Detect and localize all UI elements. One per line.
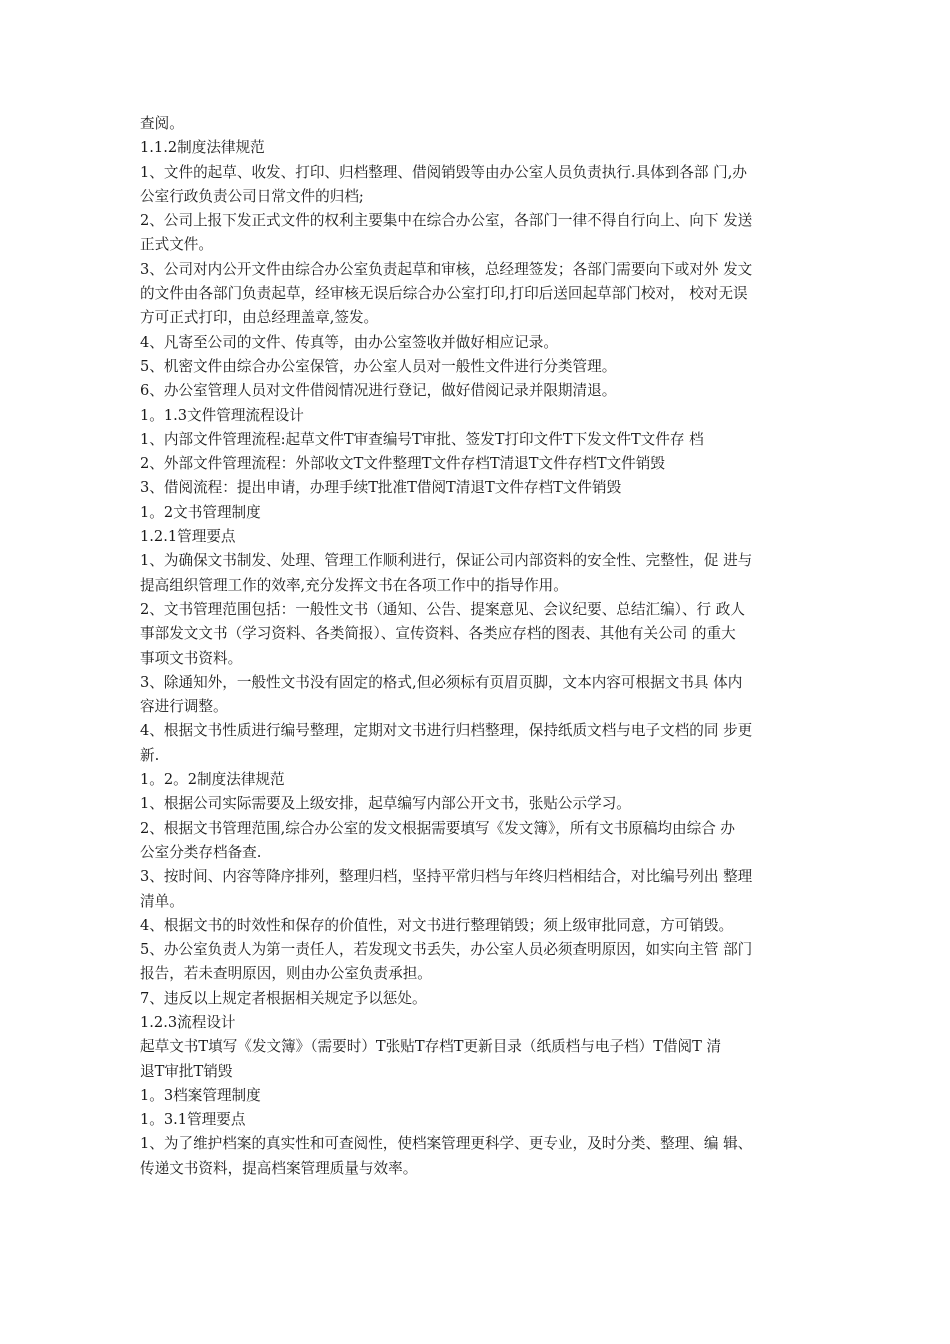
text-line: 提高组织管理工作的效率,充分发挥文书在各项工作中的指导作用。 — [140, 576, 568, 594]
section-heading: 1.1.2制度法律规范 — [140, 139, 265, 157]
text-line: 方可正式打印，由总经理盖章,签发。 — [140, 309, 379, 327]
text-line: 7、违反以上规定者根据相关规定予以惩处。 — [140, 989, 427, 1007]
section-heading: 1.2.1管理要点 — [140, 528, 236, 546]
text-line: 起草文书T填写《发文簿》（需要时）T张贴T存档T更新目录（纸质档与电子档）T借阅T 清 — [140, 1038, 722, 1056]
text-line: 6、办公室管理人员对文件借阅情况进行登记，做好借阅记录并限期清退。 — [140, 382, 617, 400]
text-line: 5、机密文件由综合办公室保管，办公室人员对一般性文件进行分类管理。 — [140, 357, 617, 375]
text-line: 传递文书资料，提高档案管理质量与效率。 — [140, 1159, 418, 1177]
text-line: 1、为确保文书制发、处理、管理工作顺利进行，保证公司内部资料的安全性、完整性，促 进与 — [140, 552, 753, 570]
text-line: 正式文件。 — [140, 236, 213, 254]
text-line: 2、公司上报下发正式文件的权利主要集中在综合办公室，各部门一律不得自行向上、向下 发送 — [140, 212, 753, 230]
text-line: 1、内部文件管理流程:起草文件T审查编号T审批、签发T打印文件T下发文件T文件存 档 — [140, 430, 704, 448]
text-line: 3、公司对内公开文件由综合办公室负责起草和审核，总经理签发；各部门需要向下或对外 发文 — [140, 260, 753, 278]
section-heading: 1。1.3文件管理流程设计 — [140, 406, 304, 424]
text-line: 4、根据文书性质进行编号整理，定期对文书进行归档整理，保持纸质文档与电子文档的同 步更 — [140, 722, 753, 740]
text-line: 3、除通知外，一般性文书没有固定的格式,但必须标有页眉页脚，文本内容可根据文书具 体内 — [140, 673, 743, 691]
text-line: 公室行政负责公司日常文件的归档; — [140, 187, 364, 205]
text-line: 新. — [140, 746, 160, 764]
text-line: 的文件由各部门负责起草，经审核无误后综合办公室打印,打印后送回起草部门校对， 校对无误 — [140, 285, 748, 303]
text-line: 1、为了维护档案的真实性和可查阅性，使档案管理更科学、更专业，及时分类、整理、编 辑、 — [140, 1135, 753, 1153]
section-heading: 1.2.3流程设计 — [140, 1013, 236, 1031]
text-line: 2、根据文书管理范围,综合办公室的发文根据需要填写《发文簿》，所有文书原稿均由综合 办 — [140, 819, 736, 837]
document-body — [140, 112, 816, 1181]
text-line: 退T审批T销毁 — [140, 1062, 233, 1080]
text-line: 清单。 — [140, 892, 184, 910]
section-heading: 1。3档案管理制度 — [140, 1086, 261, 1104]
text-line: 2、文书管理范围包括：一般性文书（通知、公告、提案意见、会议纪要、总结汇编）、行 政人 — [140, 600, 745, 618]
text-line: 容进行调整。 — [140, 698, 228, 716]
text-line: 报告，若未查明原因，则由办公室负责承担。 — [140, 965, 432, 983]
section-heading: 1。2。2制度法律规范 — [140, 771, 285, 789]
text-line: 5、办公室负责人为第一责任人，若发现文书丢失，办公室人员必须查明原因，如实向主管 部门 — [140, 941, 753, 959]
text-line: 4、凡寄至公司的文件、传真等，由办公室签收并做好相应记录。 — [140, 333, 558, 351]
text-line: 事部发文文书（学习资料、各类简报）、宣传资料、各类应存档的图表、其他有关公司 的重大 — [140, 625, 736, 643]
text-line: 查阅。 — [140, 115, 184, 132]
text-line: 4、根据文书的时效性和保存的价值性，对文书进行整理销毁；须上级审批同意，方可销毁。 — [140, 916, 734, 934]
text-line: 1、文件的起草、收发、打印、归档整理、借阅销毁等由办公室人员负责执行.具体到各部 门,办 — [140, 163, 747, 181]
section-heading: 1。3.1管理要点 — [140, 1111, 246, 1129]
text-line: 2、外部文件管理流程：外部收文T文件整理T文件存档T清退T文件存档T文件销毁 — [140, 455, 665, 473]
section-heading: 1。2文书管理制度 — [140, 503, 261, 521]
text-line: 事项文书资料。 — [140, 649, 243, 667]
text-line: 3、按时间、内容等降序排列，整理归档，坚持平常归档与年终归档相结合，对比编号列出 整理 — [140, 868, 753, 886]
text-line: 公室分类存档备查. — [140, 843, 262, 861]
text-line: 3、借阅流程：提出申请，办理手续T批准T借阅T清退T文件存档T文件销毁 — [140, 479, 622, 497]
text-line: 1、根据公司实际需要及上级安排，起草编写内部公开文书，张贴公示学习。 — [140, 795, 631, 813]
